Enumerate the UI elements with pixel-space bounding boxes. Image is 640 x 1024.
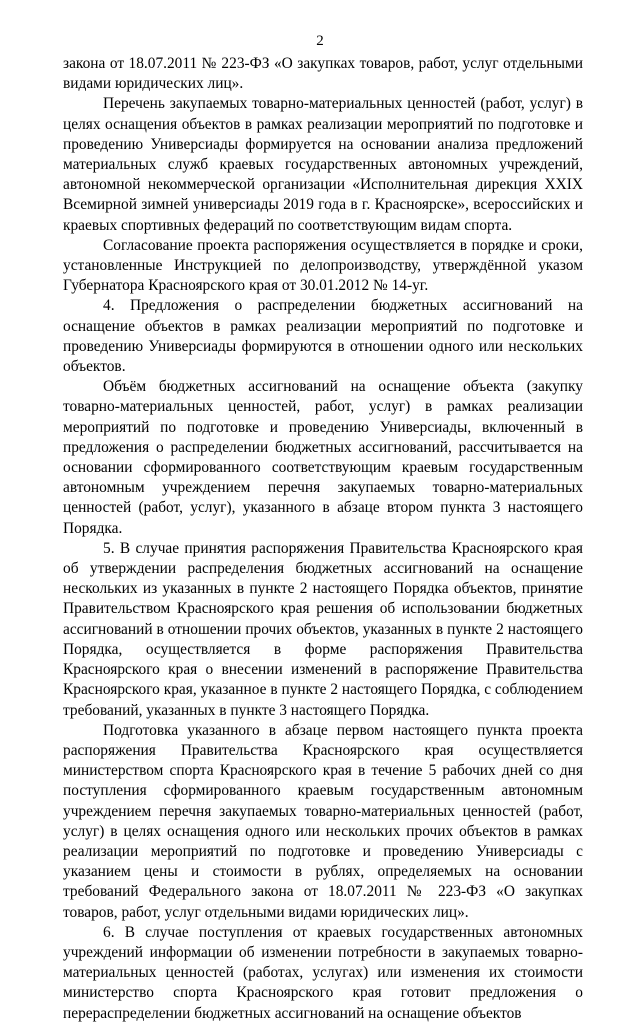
- paragraph-preparation: Подготовка указанного в абзаце первом настоящего пункта проекта распоряжения Правительства Красноярского края осуществляется министерством спорта Красноярского края в течение 5 рабочих дней со дня поступления сформированного краевым государственным автономным учреждением перечня закупаемых товарно-материальных ценностей (работ, услуг) в целях оснащения одного или нескольких прочих объектов в рамках реализации мероприятий по подготовке и проведению Универсиады с указанием цены и стоимости в рублях, определяемых на основании требований Федерального закона от 18.07.2011 № 223-ФЗ «О закупках товаров, работ, услуг отдельными видами юридических лиц».: [63, 721, 583, 921]
- paragraph-item-4: 4. Предложения о распределении бюджетных ассигнований на оснащение объектов в рамках реализации мероприятий по подготовке и проведению Универсиады формируются в отношении одного или нескольких объектов.: [63, 297, 583, 376]
- page-number: 2: [316, 33, 324, 49]
- document-body: [63, 54, 583, 1024]
- paragraph-item-6: 6. В случае поступления от краевых государственных автономных учреждений информации об изменении потребности в закупаемых товарно-материальных ценностей (работах, услугах) или изменения их стоимости министерство спорта Красноярского края готовит предложения о перераспределении бюджетных ассигнований на оснащение объектов: [63, 923, 583, 1022]
- paragraph-approval: Согласование проекта распоряжения осуществляется в порядке и сроки, установленные Инструкцией по делопроизводству, утверждённой указом Губернатора Красноярского края от 30.01.2012 № 14-уг.: [63, 236, 583, 295]
- paragraph-item-5: 5. В случае принятия распоряжения Правительства Красноярского края об утверждении распределения бюджетных ассигнований на оснащение нескольких из указанных в пункте 2 настоящего Порядка объектов, принятие Правительством Красноярского края решения об использовании бюджетных ассигнований в отношении прочих объектов, указанных в пункте 2 настоящего Порядка, осуществляется в форме распоряжения Правительства Красноярского края о внесении изменений в распоряжение Правительства Красноярского края, указанное в пункте 2 настоящего Порядка, с соблюдением требований, указанных в пункте 3 настоящего Порядка.: [63, 539, 583, 719]
- paragraph-law-continuation: закона от 18.07.2011 № 223-ФЗ «О закупках товаров, работ, услуг отдельными видами юридических лиц».: [63, 55, 583, 93]
- paragraph-budget-volume: Объём бюджетных ассигнований на оснащение объекта (закупку товарно-материальных ценностей, работ, услуг) в рамках реализации мероприятий по подготовке и проведению Универсиады, включенный в предложения о распределении бюджетных ассигнований, рассчитывается на основании сформированного соответствующим краевым государственным автономным учреждением перечня закупаемых товарно-материальных ценностей (работ, услуг), указанного в абзаце втором пункта 3 настоящего Порядка.: [63, 378, 583, 537]
- paragraph-goods-list: Перечень закупаемых товарно-материальных ценностей (работ, услуг) в целях оснащения объектов в рамках реализации мероприятий по подготовке и проведению Универсиады формируется на основании анализа предложений материальных служб краевых государственных автономных учреждений, автономной некоммерческой организации «Исполнительная дирекция XXIX Всемирной зимней универсиады 2019 года в г. Красноярске», всероссийских и краевых спортивных федераций по соответствующим видам спорта.: [63, 95, 583, 234]
